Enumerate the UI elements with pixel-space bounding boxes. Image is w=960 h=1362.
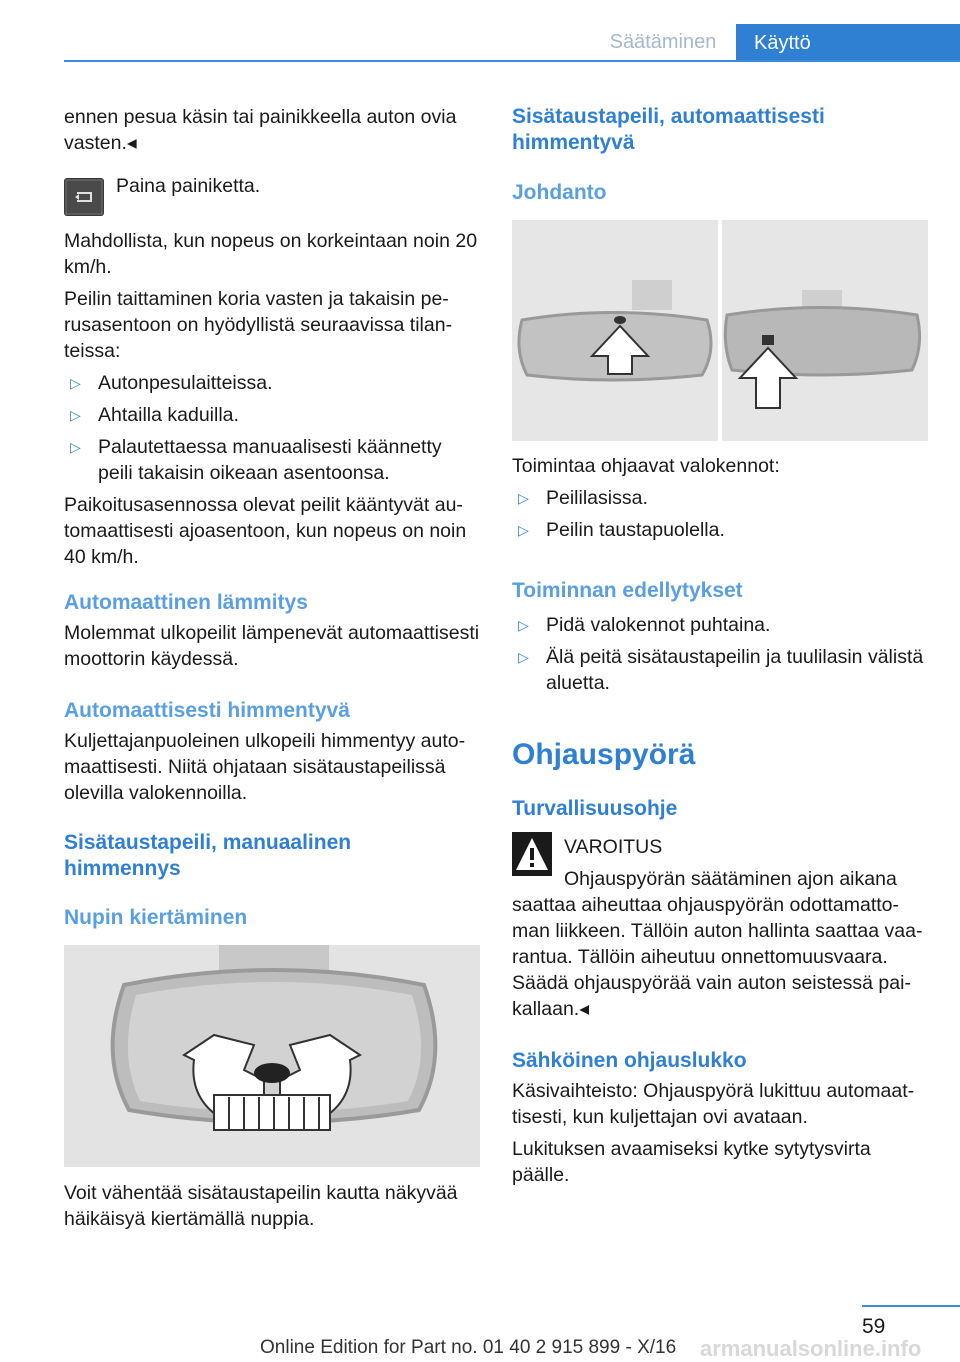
heading-dimming: Automaattisesti himmentyvä — [64, 699, 350, 722]
left-column — [64, 104, 480, 162]
heating-text: Molemmat ulkopeilit lämpenevät automaattisesti moottorin käydessä. — [64, 622, 480, 670]
mirror-knob-image — [64, 945, 480, 1167]
mirror-sensors-image — [512, 220, 928, 441]
dimming-text: Kuljettajanpuoleinen ulkopeili himmentyy automaattisesti. Niitä ohjataan sisätaustapeilissä olevilla valokennoilla. — [64, 730, 466, 804]
parking-text: Paikoitusasennossa olevat peilit kääntyvät automaattisesti ajoasentoon, kun nopeus on noin 40 km/h. — [64, 494, 467, 568]
right-cells — [512, 453, 928, 549]
heading-steering-lock: Sähköinen ohjauslukko — [512, 1049, 747, 1072]
mirror-fold-button-icon — [64, 178, 104, 216]
heading-safety: Turvallisuusohje — [512, 797, 678, 820]
header-chapter-tab: Käyttö — [736, 24, 960, 62]
header-section-tab: Säätäminen — [609, 31, 717, 53]
list-item: ▷ Palautettaessa manuaalisesti käännetty peili takaisin oikeaan asentoonsa. — [70, 436, 442, 484]
warning-title: VAROITUS — [564, 836, 663, 858]
heading-knob: Nupin kiertäminen — [64, 906, 248, 929]
footer-rule — [862, 1305, 960, 1307]
bullet-icon: ▷ — [518, 617, 529, 633]
heading-conditions: Toiminnan edellytykset — [512, 579, 743, 602]
header-rule — [64, 60, 960, 62]
bullet-icon: ▷ — [70, 407, 81, 423]
warning-text-first-line: Ohjauspyörän säätäminen ajon aikana — [564, 868, 897, 890]
unlock-text: Lukituksen avaamiseksi kytke sytytysvirta päälle. — [512, 1138, 871, 1186]
list-item: ▷ Peilin taustapuolella. — [518, 519, 725, 541]
intro-text: ennen pesua käsin tai painikkeella auton ovia vasten.◂ — [64, 106, 457, 154]
list-item: ▷ Ahtailla kaduilla. — [70, 404, 239, 426]
page-number: 59 — [862, 1315, 886, 1338]
heading-heating: Automaattinen lämmitys — [64, 591, 308, 614]
heading-steering-wheel: Ohjauspyörä — [512, 738, 696, 771]
speed-text: Mahdollista, kun nopeus on korkeintaan noin 20 km/h. — [64, 230, 478, 278]
bullet-icon: ▷ — [518, 649, 529, 665]
bullet-icon: ▷ — [70, 439, 81, 455]
right-lock — [512, 1078, 928, 1194]
lock-text: Käsivaihteisto: Ohjauspyörä lukittuu automaattisesti, kun kuljettajan ovi avataan. — [512, 1080, 915, 1128]
warning-icon — [512, 832, 552, 876]
heading-auto-mirror: Sisätaustapeili, automaattisesti himmentyvä — [512, 105, 825, 154]
left-body — [64, 228, 480, 576]
list-item: ▷ Älä peitä sisätaustapeilin ja tuulilasin välistä aluetta. — [518, 646, 924, 694]
bullet-icon: ▷ — [518, 522, 529, 538]
heading-manual-dimming: Sisätaustapeili, manuaalinen himmennys — [64, 831, 352, 880]
cells-text: Toimintaa ohjaavat valokennot: — [512, 455, 780, 477]
knob-text: Voit vähentää sisätaustapeilin kautta näkyvää häikäisyä kiertämällä nuppia. — [64, 1182, 458, 1230]
warning-text: saattaa aiheuttaa ohjauspyörän odottamattoman liikkeen. Tällöin auton hallinta saattaa vaarantua. Tällöin aiheutuu onnettomuusvaara. Säädä ohjauspyörää vain auton seistessä paikallaan.◂ — [512, 894, 923, 1020]
list-item: ▷ Autonpesulaitteissa. — [70, 372, 273, 394]
button-instruction: Paina painiketta. — [116, 175, 261, 197]
heading-intro: Johdanto — [512, 181, 607, 204]
watermark: armanualsonline.info — [700, 1336, 922, 1361]
right-conditions — [512, 612, 928, 702]
bullet-icon: ▷ — [518, 490, 529, 506]
list-item: ▷ Peililasissa. — [518, 487, 648, 509]
list-item: ▷ Pidä valokennot puhtaina. — [518, 614, 771, 636]
bullet-icon: ▷ — [70, 375, 81, 391]
fold-usage-text: Peilin taittaminen koria vasten ja takaisin perusasentoon on hyödyllistä seuraavissa tilanteissa: — [64, 288, 453, 362]
footer-edition: Online Edition for Part no. 01 40 2 915 899 - X/16 — [260, 1337, 677, 1358]
